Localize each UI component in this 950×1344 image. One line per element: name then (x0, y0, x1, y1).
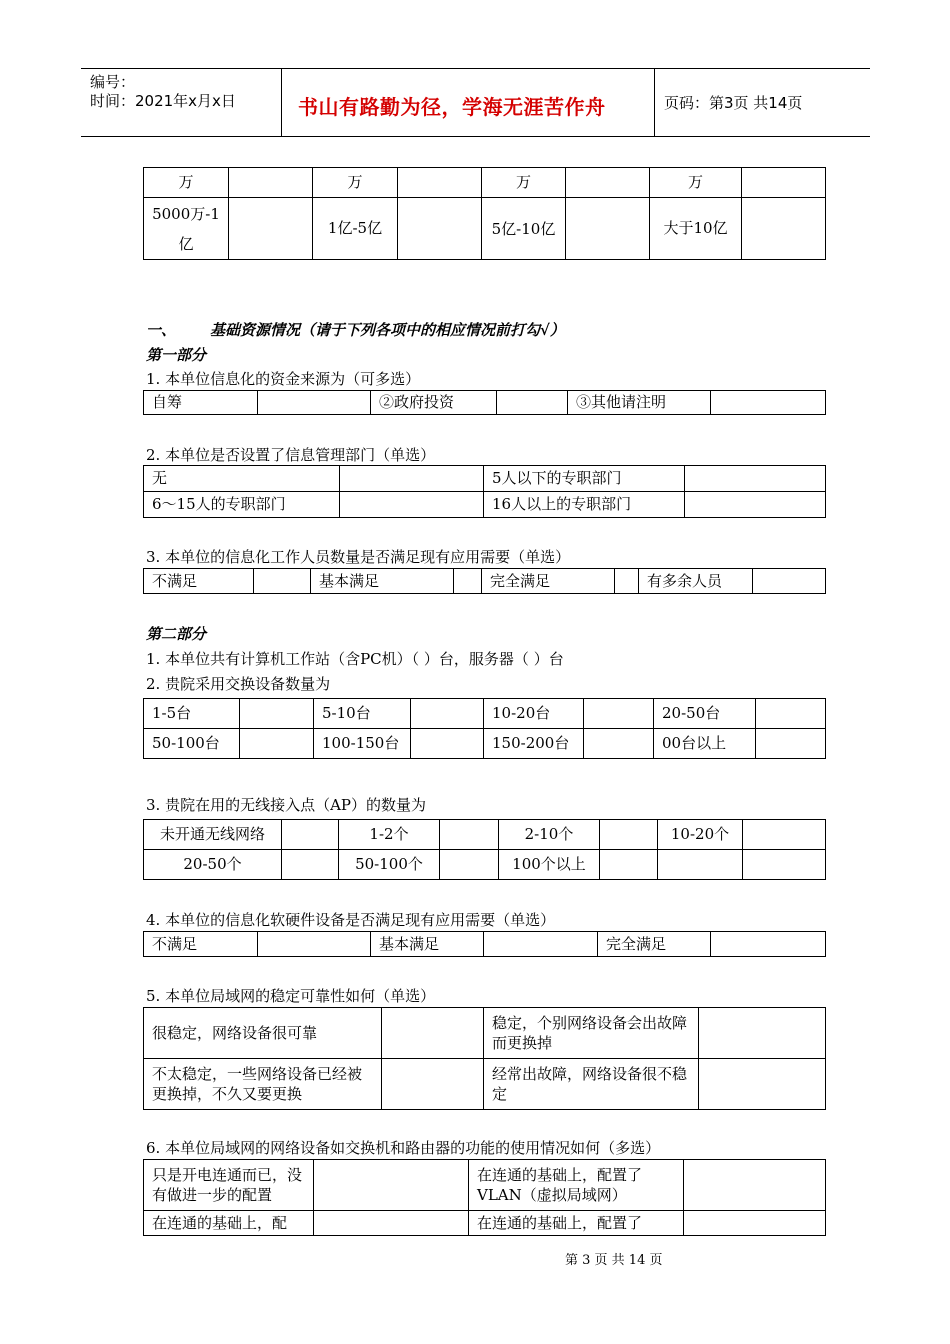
option-label: 不满足 (144, 569, 254, 594)
checkbox-cell[interactable] (743, 850, 826, 880)
part-title: 第二部分 (146, 625, 207, 643)
option-label: 经常出故障，网络设备很不稳定 (484, 1059, 699, 1110)
option-label: 完全满足 (598, 932, 711, 957)
option-label: 10-20个 (658, 820, 743, 850)
question-text: 6. 本单位局域网的网络设备如交换机和路由器的功能的使用情况如何（多选） (146, 1139, 661, 1157)
option-label: 自筹 (144, 391, 258, 415)
option-label: 00台以上 (654, 729, 756, 759)
question-text: 2. 本单位是否设置了信息管理部门（单选） (146, 446, 436, 464)
checkbox-cell[interactable] (382, 1059, 484, 1110)
option-label: 6～15人的专职部门 (144, 492, 340, 518)
page-number-label: 页码：第3页 共14页 (664, 94, 803, 112)
checkbox-cell[interactable] (411, 699, 484, 729)
checkbox-cell[interactable] (258, 932, 371, 957)
checkbox-cell[interactable] (454, 569, 482, 594)
option-label: 150-200台 (484, 729, 584, 759)
checkbox-cell[interactable] (742, 168, 826, 198)
option-label: 16人以上的专职部门 (484, 492, 685, 518)
checkbox-cell[interactable] (756, 729, 826, 759)
table-cell: 万 (482, 168, 566, 198)
option-label: 2-10个 (499, 820, 600, 850)
header-motto: 书山有路勤为径，学海无涯苦作舟 (298, 95, 606, 119)
option-label: 20-50台 (654, 699, 756, 729)
option-label: 基本满足 (371, 932, 484, 957)
option-label: 50-100台 (144, 729, 240, 759)
checkbox-cell[interactable] (615, 569, 639, 594)
checkbox-cell[interactable] (756, 699, 826, 729)
option-label: 50-100个 (339, 850, 440, 880)
table-cell: 万 (144, 168, 229, 198)
options-table (143, 819, 826, 880)
checkbox-cell[interactable] (742, 198, 826, 260)
checkbox-cell[interactable] (584, 729, 654, 759)
question-text: 4. 本单位的信息化软硬件设备是否满足现有应用需要（单选） (146, 911, 556, 929)
section-number: 一、 (146, 321, 177, 339)
checkbox-cell[interactable] (340, 466, 484, 492)
checkbox-cell[interactable] (282, 850, 339, 880)
checkbox-cell[interactable] (600, 850, 658, 880)
checkbox-cell[interactable] (382, 1008, 484, 1059)
option-label: ②政府投资 (371, 391, 497, 415)
checkbox-cell[interactable] (314, 1160, 469, 1211)
question-text: 2. 贵院采用交换设备数量为 (146, 675, 331, 693)
option-label: 不满足 (144, 932, 258, 957)
checkbox-cell[interactable] (584, 699, 654, 729)
table-cell: 大于10亿 (650, 198, 742, 260)
checkbox-cell[interactable] (711, 391, 826, 415)
option-label: 稳定，个别网络设备会出故障而更换掉 (484, 1008, 699, 1059)
checkbox-cell[interactable] (753, 569, 826, 594)
table-cell: 万 (650, 168, 742, 198)
part-title: 第一部分 (146, 346, 207, 364)
page-footer: 第 3 页 共 14 页 (565, 1253, 663, 1268)
checkbox-cell[interactable] (398, 198, 482, 260)
checkbox-cell[interactable] (685, 492, 826, 518)
checkbox-cell[interactable] (398, 168, 482, 198)
option-label: 有多余人员 (639, 569, 753, 594)
option-label: 1-5台 (144, 699, 240, 729)
options-table (143, 931, 826, 957)
checkbox-cell[interactable] (743, 820, 826, 850)
option-label: 基本满足 (311, 569, 454, 594)
options-table (143, 698, 826, 759)
option-label: 在连通的基础上，配置了VLAN（虚拟局域网） (469, 1160, 684, 1211)
option-label: 10-20台 (484, 699, 584, 729)
checkbox-cell[interactable] (411, 729, 484, 759)
checkbox-cell[interactable] (699, 1059, 826, 1110)
checkbox-cell[interactable] (484, 932, 598, 957)
option-label: 1-2个 (339, 820, 440, 850)
option-label: ③其他请注明 (568, 391, 711, 415)
option-label: 100-150台 (314, 729, 411, 759)
checkbox-cell[interactable] (258, 391, 371, 415)
option-label: 只是开电连通而已，没有做进一步的配置 (144, 1160, 314, 1211)
options-table (143, 1007, 826, 1110)
checkbox-cell[interactable] (685, 466, 826, 492)
checkbox-cell[interactable] (699, 1008, 826, 1059)
table-cell: 1亿-5亿 (313, 198, 398, 260)
option-label: 无 (144, 466, 340, 492)
checkbox-cell[interactable] (229, 198, 313, 260)
question-text: 1. 本单位共有计算机工作站（含PC机）（ ）台，服务器（ ）台 (146, 650, 564, 668)
checkbox-cell[interactable] (684, 1211, 826, 1236)
options-table (143, 465, 826, 518)
document-time-label: 时间：2021年x月x日 (90, 92, 236, 110)
checkbox-cell[interactable] (254, 569, 311, 594)
option-label: 在连通的基础上，配置了 (469, 1211, 684, 1236)
checkbox-cell[interactable] (229, 168, 313, 198)
checkbox-cell[interactable] (440, 820, 499, 850)
question-text: 5. 本单位局域网的稳定可靠性如何（单选） (146, 987, 436, 1005)
option-label: 在连通的基础上，配 (144, 1211, 314, 1236)
checkbox-cell[interactable] (566, 168, 650, 198)
question-text: 3. 本单位的信息化工作人员数量是否满足现有应用需要（单选） (146, 548, 571, 566)
top-range-table (143, 167, 826, 260)
option-label: 20-50个 (144, 850, 282, 880)
option-label: 不太稳定，一些网络设备已经被更换掉，不久又要更换 (144, 1059, 382, 1110)
option-label: 5-10台 (314, 699, 411, 729)
option-label: 很稳定，网络设备很可靠 (144, 1008, 382, 1059)
checkbox-cell[interactable] (440, 850, 499, 880)
options-table (143, 568, 826, 594)
checkbox-cell[interactable] (282, 820, 339, 850)
checkbox-cell[interactable] (566, 198, 650, 260)
option-label (658, 850, 743, 880)
header-divider (281, 69, 282, 136)
checkbox-cell[interactable] (711, 932, 826, 957)
header-divider (654, 69, 655, 136)
checkbox-cell[interactable] (240, 699, 314, 729)
question-text: 3. 贵院在用的无线接入点（AP）的数量为 (146, 796, 427, 814)
section-heading: 基础资源情况（请于下列各项中的相应情况前打勾√） (210, 321, 565, 339)
checkbox-cell[interactable] (240, 729, 314, 759)
checkbox-cell[interactable] (497, 391, 568, 415)
question-text: 1. 本单位信息化的资金来源为（可多选） (146, 370, 421, 388)
checkbox-cell[interactable] (314, 1211, 469, 1236)
option-label: 5人以下的专职部门 (484, 466, 685, 492)
option-label: 100个以上 (499, 850, 600, 880)
document-number-label: 编号： (90, 73, 136, 91)
options-table (143, 390, 826, 415)
checkbox-cell[interactable] (684, 1160, 826, 1211)
options-table (143, 1159, 826, 1236)
table-cell: 5000万-1亿 (144, 198, 229, 260)
option-label: 未开通无线网络 (144, 820, 282, 850)
table-cell: 万 (313, 168, 398, 198)
checkbox-cell[interactable] (600, 820, 658, 850)
table-cell: 5亿-10亿 (482, 198, 566, 260)
option-label: 完全满足 (482, 569, 615, 594)
checkbox-cell[interactable] (340, 492, 484, 518)
